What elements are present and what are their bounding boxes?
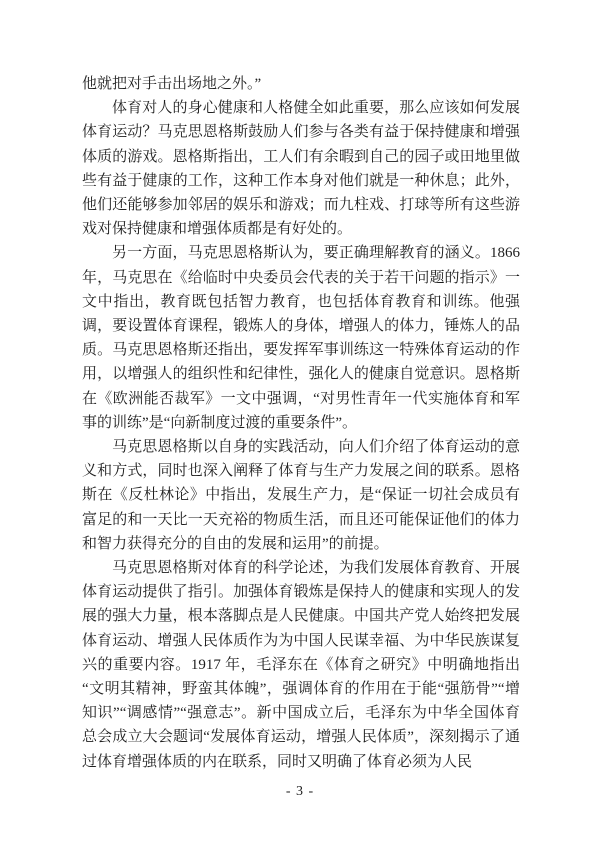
paragraph-education-meaning: 另一方面，马克思恩格斯认为，要正确理解教育的涵义。1866 年，马克思在《给临时中央委员会代表的关于若干问题的指示》一文中指出，教育既包括智力教育，也包括体育教育和训练。他强调，要设置体育课程，锻炼人的身体，增强人的体力，锤炼人的品质。马克思恩格斯还指出，要发挥军事训练这一特殊体育运动的作用，以增强人的组织性和纪律性，强化人的健康自觉意识。恩格斯在《欧洲能否裁军》一文中强调，“对男性青年一代实施体育和军事的训练”是“向新制度过渡的重要条件”。 [82, 245, 520, 431]
paragraph-scientific-exposition: 马克思恩格斯对体育的科学论述，为我们发展体育教育、开展体育运动提供了指引。加强体育锻炼是保持人的健康和实现人的发展的强大力量，根本落脚点是人民健康。中国共产党人始终把发展体育运动、增强人民体质作为为中国人民谋幸福、为中华民族谋复兴的重要内容。1917 年，毛泽东在《体育之研究》中明确地指出“文明其精神，野蛮其体魄”，强调体育的作用在于能“强筋骨”“增知识”“调感情”“强意志”。新中国成立后，毛泽东为中华全国体育总会成立大会题词“发展体育运动，增强人民体质”，深刻揭示了通过体育增强体质的内在联系，同时又明确了体育必须为人民 [82, 560, 520, 770]
paragraph-practice-productivity: 马克思恩格斯以自身的实践活动，向人们介绍了体育运动的意义和方式，同时也深入阐释了体育与生产力发展之间的联系。恩格斯在《反杜林论》中指出，发展生产力，是“保证一切社会成员有富足的和一天比一天充裕的物质生活，而且还可能保证他们的体力和智力获得充分的自由的发展和运用”的前提。 [82, 439, 520, 552]
page-number: - 3 - [285, 784, 315, 799]
body-text [82, 72, 520, 774]
paragraph-develop-sports: 体育对人的身心健康和人格健全如此重要，那么应该如何发展体育运动？马克思恩格斯鼓励人们参与各类有益于保持健康和增强体质的游戏。恩格斯指出，工人们有余暇到自己的园子或田地里做些有益于健康的工作，这种工作本身对他们就是一种休息；此外，他们还能够参加邻居的娱乐和游戏；而九柱戏、打球等所有这些游戏对保持健康和增强体质都是有好处的。 [82, 100, 520, 238]
paragraph-continuation: 他就把对手击出场地之外。” [82, 76, 262, 92]
